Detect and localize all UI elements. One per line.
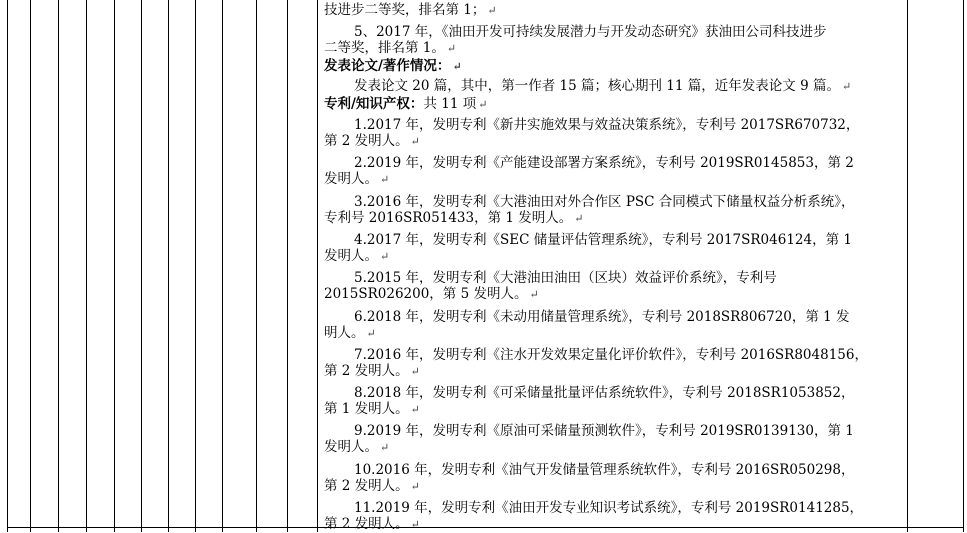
patent-item-line: 第 2 发明人。 ↵: [324, 516, 420, 532]
patents-heading: 专利/知识产权：共 11 项 ↵: [324, 96, 488, 112]
patent-item-line: 第 1 发明人。 ↵: [324, 401, 420, 418]
award-line: 5、2017 年，《油田开发可持续发展潜力与开发动态研究》获油田公司科技进步: [354, 24, 827, 40]
patent-item-line: 第 2 发明人。 ↵: [324, 362, 420, 379]
continuation-line: 技进步二等奖，排名第 1； ↵: [324, 2, 497, 18]
patent-item-line: 4.2017 年，发明专利《SEC 储量评估管理系统》，专利号 2017SR046124，第 1: [354, 231, 852, 248]
patent-item-line: 10.2016 年，发明专利《油气开发储量管理系统软件》，专利号 2016SR050298，: [354, 461, 855, 478]
table-column-divider: [30, 0, 31, 532]
table-column-divider: [168, 0, 169, 532]
patent-item-line: 11.2019 年，发明专利《油田开发专业知识考试系统》，专利号 2019SR0141285，: [354, 500, 864, 516]
patent-item-line: 3.2016 年，发明专利《大港油田对外合作区 PSC 合同模式下储量权益分析系统》，: [354, 193, 855, 210]
patent-item-line: 发明人。 ↵: [324, 171, 390, 188]
patent-item-line: 8.2018 年，发明专利《可采储量批量评估系统软件》，专利号 2018SR1053852，: [354, 385, 855, 402]
table-column-divider: [287, 0, 288, 532]
patent-item-line: 专利号 2016SR051433，第 1 发明人。 ↵: [324, 209, 584, 226]
table-column-divider: [141, 0, 142, 532]
table-border-right: [963, 0, 964, 532]
table-bottom-border: [7, 527, 964, 528]
papers-heading: 发表论文/著作情况： ↵: [324, 58, 462, 74]
table-column-divider: [86, 0, 87, 532]
patent-item-line: 明人。 ↵: [324, 324, 376, 341]
patent-item-line: 1.2017 年，发明专利《新井实施效果与效益决策系统》，专利号 2017SR670732，: [354, 117, 860, 133]
table-column-divider: [907, 0, 908, 532]
table-column-divider: [195, 0, 196, 532]
patent-item-line: 9.2019 年，发明专利《原油可采储量预测软件》，专利号 2019SR0139130，第 1: [354, 423, 854, 440]
table-column-divider: [222, 0, 223, 532]
table-column-divider: [256, 0, 257, 532]
table-column-divider: [114, 0, 115, 532]
patent-item-line: 第 2 发明人。 ↵: [324, 477, 420, 494]
patent-item-line: 2.2019 年，发明专利《产能建设部署方案系统》，专利号 2019SR0145853，第 2: [354, 155, 854, 172]
patent-item-line: 7.2016 年，发明专利《注水开发效果定量化评价软件》，专利号 2016SR8048156，: [354, 346, 868, 363]
patent-item-line: 发明人。 ↵: [324, 247, 390, 264]
table-column-divider: [58, 0, 59, 532]
award-line: 二等奖，排名第 1。 ↵: [324, 40, 457, 56]
papers-text: 发表论文 20 篇，其中，第一作者 15 篇；核心期刊 11 篇，近年发表论文 9 篇。 ↵: [354, 78, 852, 94]
patent-item-line: 第 2 发明人。 ↵: [324, 133, 420, 149]
patent-item-line: 2015SR026200，第 5 发明人。 ↵: [324, 286, 539, 303]
patent-item-line: 5.2015 年，发明专利《大港油田油田（区块）效益评价系统》，专利号: [354, 270, 777, 287]
table-border-left: [7, 0, 8, 532]
table-column-divider: [317, 0, 318, 532]
patent-item-line: 发明人。 ↵: [324, 439, 390, 456]
patent-item-line: 6.2018 年，发明专利《未动用储量管理系统》，专利号 2018SR806720，第 1 发: [354, 308, 850, 325]
